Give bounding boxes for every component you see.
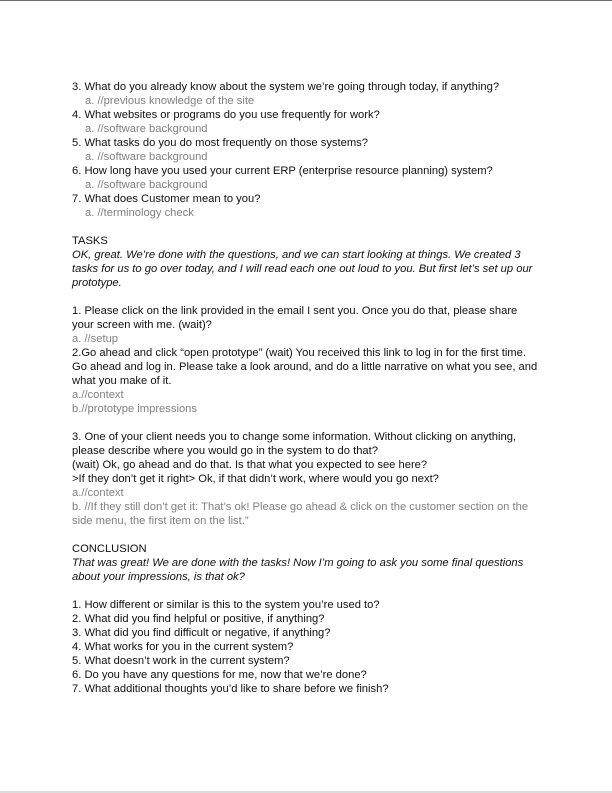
question-list (72, 80, 542, 220)
question-note: a. //software background (85, 123, 208, 135)
tasks-heading: TASKS (72, 235, 108, 247)
question-item: 7. What does Customer mean to you? (72, 193, 261, 205)
question-note: a. //previous knowledge of the site (85, 95, 255, 107)
conclusion-question: 1. How different or similar is this to the system you’re used to? (72, 599, 380, 611)
tasks-intro: OK, great. We’re done with the questions, and we can start looking at things. We created 3 tasks for us to go over today, and I will read each one out loud to you. But first let’s set up our prototype. (72, 249, 533, 289)
question-item: 4. What websites or programs do you use frequently for work? (72, 109, 380, 121)
question-item: 5. What tasks do you do most frequently on those systems? (72, 137, 368, 149)
conclusion-section (72, 542, 542, 696)
task-2-note-a: a.//context (72, 389, 124, 401)
task-3-wait: (wait) Ok, go ahead and do that. Is that what you expected to see here? (72, 459, 428, 471)
task-3-text: 3. One of your client needs you to change some information. Without clicking on anything, please describe where you would go in the system to do that? (72, 431, 517, 457)
question-note: a. //software background (85, 151, 208, 163)
question-note: a. //software background (85, 179, 208, 191)
document-body (72, 80, 542, 696)
task-1-text: 1. Please click on the link provided in the email I sent you. Once you do that, please share your screen with me. (wait)? (72, 305, 518, 331)
conclusion-question: 3. What did you find difficult or negative, if anything? (72, 627, 331, 639)
conclusion-question: 4. What works for you in the current system? (72, 641, 294, 653)
task-2-note-b: b.//prototype impressions (72, 403, 197, 415)
conclusion-question: 5. What doesn’t work in the current system? (72, 655, 290, 667)
conclusion-intro: That was great! We are done with the tasks! Now I’m going to ask you some final questions about your impressions, is that ok? (72, 557, 524, 583)
conclusion-question: 6. Do you have any questions for me, now that we’re done? (72, 669, 367, 681)
task-3-note-a: a.//context (72, 487, 124, 499)
task-3-note-b: b. //If they still don’t get it: That’s ok! Please go ahead & click on the customer section on the side menu, the first item on the list.” (72, 501, 529, 527)
tasks-section (72, 234, 542, 528)
conclusion-question: 2. What did you find helpful or positive, if anything? (72, 613, 325, 625)
question-item: 3. What do you already know about the system we’re going through today, if anything? (72, 81, 500, 93)
question-item: 6. How long have you used your current ERP (enterprise resource planning) system? (72, 165, 493, 177)
task-2-text: 2.Go ahead and click “open prototype” (wait) You received this link to log in for the first time. Go ahead and log in. Please take a look around, and do a little narrative on what you see, and what you make of it. (72, 347, 538, 387)
conclusion-heading: CONCLUSION (72, 543, 147, 555)
task-1-note: a. //setup (72, 333, 119, 345)
page-top-border (0, 0, 612, 1)
task-3-branch: >If they don’t get it right> Ok, if that didn’t work, where would you go next? (72, 473, 439, 485)
conclusion-question: 7. What additional thoughts you’d like to share before we finish? (72, 683, 389, 695)
question-note: a. //terminology check (85, 207, 194, 219)
